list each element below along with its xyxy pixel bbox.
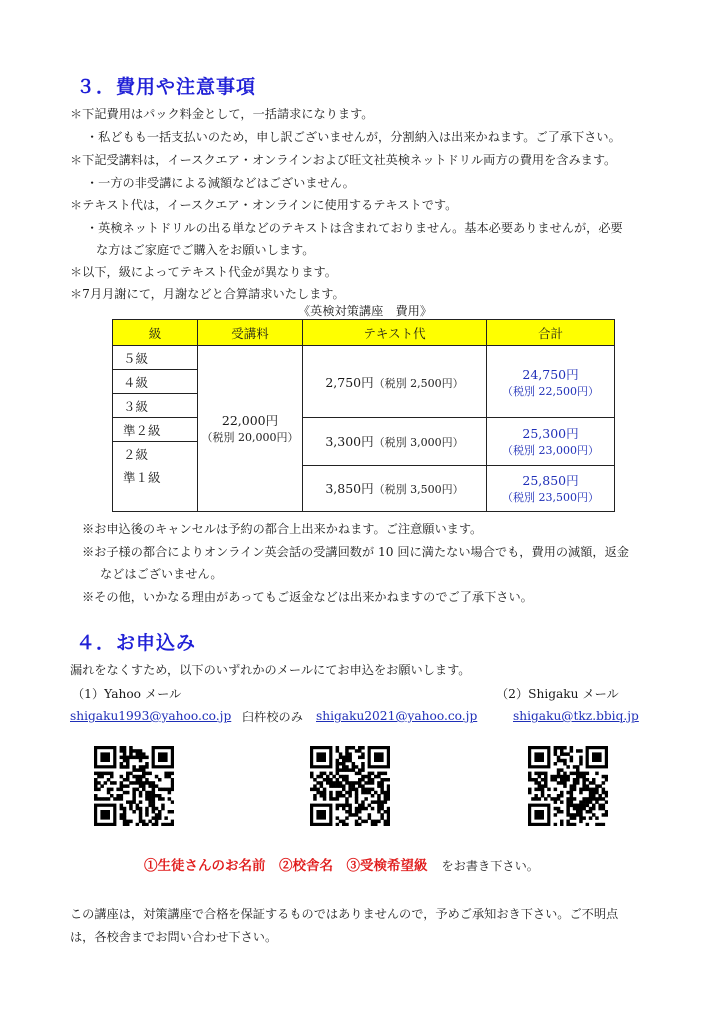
qr-code-icon	[94, 746, 174, 826]
level-cell: ４級	[113, 370, 198, 394]
fee-table	[112, 319, 615, 512]
qr-code-graphic	[528, 746, 608, 826]
text-fee-sub: （税別 3,000円）	[373, 436, 464, 450]
qr-code-graphic	[310, 746, 390, 826]
total-cell	[487, 346, 615, 418]
email-link-yahoo2[interactable]: shigaku2021@yahoo.co.jp	[316, 709, 478, 723]
note-line: ・私どもも一括支払いのため，申し訳ございませんが，分割納入は出来かねます。ご了承下さい。	[86, 130, 621, 144]
text-fee-cell	[303, 465, 487, 511]
total-sub: （税別 23,000円）	[502, 444, 599, 458]
total-cell	[487, 418, 615, 466]
caution-line: などはございません。	[100, 567, 223, 581]
level-cell: ５級	[113, 346, 198, 370]
header-fee: 受講料	[198, 320, 303, 346]
total-main: 24,750円	[522, 366, 579, 382]
request-required-items: ①生徒さんのお名前 ②校舎名 ③受検希望級	[144, 858, 428, 874]
table-row	[113, 465, 615, 511]
level-cell: ２級	[113, 442, 198, 466]
table-row	[113, 346, 615, 370]
level-cell: 準１級	[113, 465, 198, 511]
caution-line: ※お申込後のキャンセルは予約の都合上出来かねます。ご注意願います。	[82, 522, 483, 536]
text-fee-cell	[303, 346, 487, 418]
qr-code-icon	[310, 746, 390, 826]
footer-line: は，各校舎までお問い合わせ下さい。	[70, 930, 278, 944]
text-fee-sub: （税別 3,500円）	[373, 483, 464, 496]
section4-title: ４．お申込み	[76, 632, 197, 654]
table-row	[113, 418, 615, 442]
note-line: ＊下記費用はパック料金として，一括請求になります。	[70, 107, 374, 121]
level-cell: ３級	[113, 394, 198, 418]
fee-cell	[198, 346, 303, 512]
qr-code-graphic	[94, 746, 174, 826]
table-caption: 《英検対策講座 費用》	[298, 304, 433, 318]
caution-line: ※その他，いかなる理由があってもご返金などは出来かねますのでご了承下さい。	[82, 590, 533, 604]
email-link-shigaku[interactable]: shigaku@tkz.bbiq.jp	[513, 709, 639, 723]
section3-title: ３．費用や注意事項	[76, 76, 257, 98]
request-suffix: をお書き下さい。	[441, 859, 539, 873]
intro-text: 漏れをなくすため，以下のいずれかのメールにてお申込をお願いします。	[70, 663, 471, 677]
email-link-yahoo1[interactable]: shigaku1993@yahoo.co.jp	[70, 709, 232, 723]
header-level: 級	[113, 320, 198, 346]
note-line: ＊以下，級によってテキスト代金が異なります。	[70, 265, 337, 279]
text-fee-main: 3,850円	[325, 481, 374, 496]
text-fee-cell	[303, 418, 487, 466]
total-main: 25,300円	[522, 426, 579, 442]
yahoo-label: （1）Yahoo メール	[72, 687, 182, 701]
note-line: ・一方の非受講による減額などはございません。	[86, 176, 355, 190]
caution-line: ※お子様の都合によりオンライン英会話の受講回数が 10 回に満たない場合でも，費用の減額，返金	[82, 545, 629, 559]
footer-line: この講座は，対策講座で合格を保証するものではありませんので，予めご承知おき下さい。ご不明点	[70, 907, 619, 921]
note-line: ・英検ネットドリルの出る単などのテキストは含まれておりません。基本必要ありませんが，必要	[86, 221, 623, 235]
text-fee-main: 3,300円	[325, 434, 374, 450]
text-fee-main: 2,750円	[325, 374, 374, 390]
total-main: 25,850円	[522, 473, 579, 488]
text-fee-sub: （税別 2,500円）	[373, 376, 464, 390]
note-line: な方はご家庭でご購入をお願いします。	[96, 243, 315, 257]
note-line: ＊下記受講料は，イースクエア・オンラインおよび旺文社英検ネットドリル両方の費用を含みます。	[70, 153, 617, 167]
qr-code-icon	[528, 746, 608, 826]
request-line	[144, 854, 539, 874]
total-sub: （税別 23,500円）	[502, 491, 599, 504]
note-line: ＊テキスト代は，イースクエア・オンラインに使用するテキストです。	[70, 198, 458, 212]
usuki-label: 臼杵校のみ	[242, 710, 303, 724]
fee-sub: （税別 20,000円）	[201, 431, 299, 445]
fee-main: 22,000円	[221, 413, 279, 429]
shigaku-label: （2）Shigaku メール	[496, 687, 619, 701]
header-total: 合計	[487, 320, 615, 346]
total-sub: （税別 22,500円）	[502, 384, 599, 398]
level-cell: 準２級	[113, 418, 198, 442]
table-header-row	[113, 320, 615, 346]
total-cell	[487, 465, 615, 511]
header-text-fee: テキスト代	[303, 320, 487, 346]
note-line: ＊7月月謝にて，月謝などと合算請求いたします。	[70, 287, 345, 301]
